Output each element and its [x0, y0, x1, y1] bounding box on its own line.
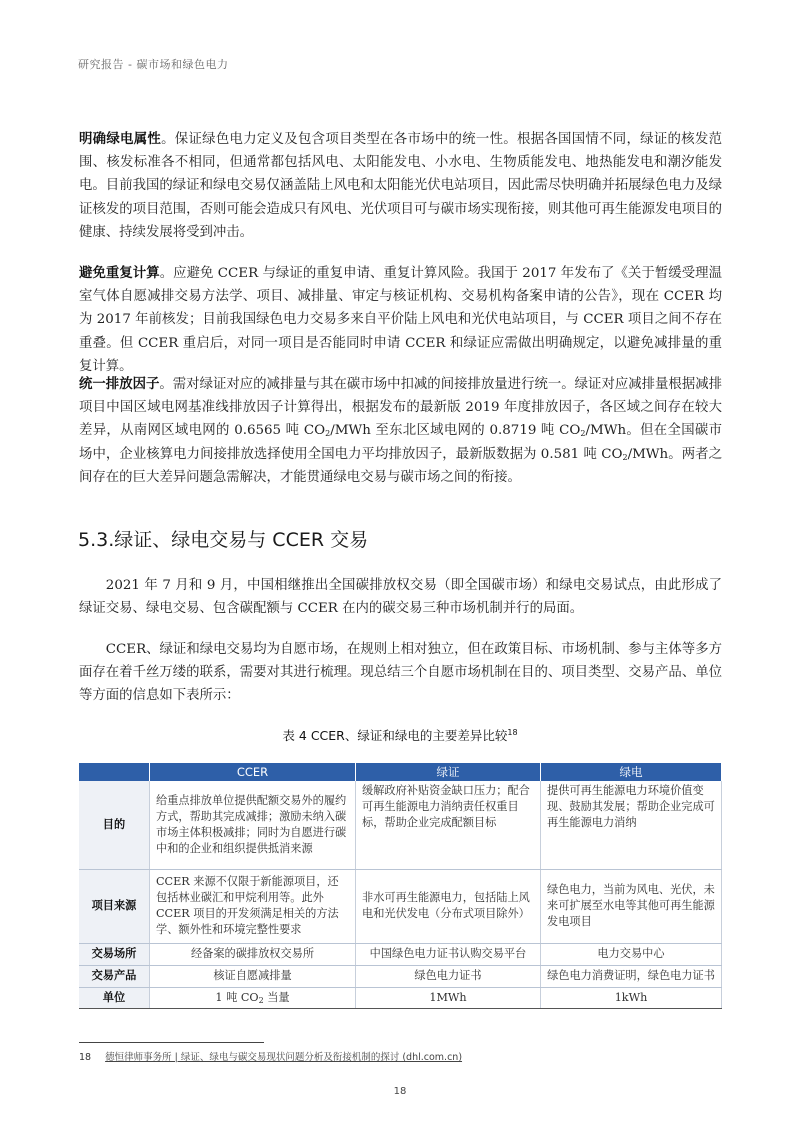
paragraph-attr-title: 明确绿电属性	[79, 132, 162, 147]
page-number: 18	[393, 1086, 407, 1097]
comparison-table	[79, 763, 722, 1009]
unit-text: 1 吨 CO	[215, 990, 259, 1004]
table-header-row	[79, 763, 722, 781]
row-label: 交易产品	[79, 965, 150, 987]
table-cell: 电力交易中心	[541, 943, 722, 965]
table-cell: CCER 来源不仅限于新能源项目，还包括林业碳汇和甲烷利用等。此外 CCER 项目的开发须满足相关的方法学、额外性和环境完整性要求	[150, 869, 356, 943]
table-cell: 1kWh	[541, 987, 722, 1008]
subscript-2: 2	[580, 429, 586, 439]
subscript-2: 2	[622, 452, 628, 462]
row-label: 交易场所	[79, 943, 150, 965]
paragraph-attr-body: 。保证绿色电力定义及包含项目类型在各市场中的统一性。根据各国国情不同，绿证的核发范围、核发标准各不相同，但通常都包括风电、太阳能发电、小水电、生物质能发电、地热能发电和潮汐能发电。目前我国的绿证和绿电交易仅涵盖陆上风电和太阳能光伏电站项目，因此需尽快明确并拓展绿色电力及绿证核发的项目范围，否则可能会造成只有风电、光伏项目可与碳市场实现衔接，则其他可再生能源发电项目的健康、持续发展将受到冲击。	[79, 132, 722, 240]
table-cell: 绿色电力消费证明，绿色电力证书	[541, 965, 722, 987]
table-cell: 绿色电力证书	[356, 965, 541, 987]
section-title: 5.3.绿证、绿电交易与 CCER 交易	[78, 529, 369, 551]
table-cell: 中国绿色电力证书认购交易平台	[356, 943, 541, 965]
table-caption-text: 表 4 CCER、绿证和绿电的主要差异比较	[282, 728, 508, 743]
table-row	[79, 943, 722, 965]
table-header-green-power: 绿电	[541, 763, 722, 781]
paragraph-intro: 2021 年 7 月和 9 月，中国相继推出全国碳排放权交易（即全国碳市场）和绿电交易试点，由此形成了绿证交易、绿电交易、包含碳配额与 CCER 在内的碳交易三种市场机制并行的局面。	[79, 578, 722, 617]
table-cell	[150, 987, 356, 1008]
paragraph-dup-body: 。应避免 CCER 与绿证的重复申请、重复计算风险。我国于 2017 年发布了《关于暂缓受理温室气体自愿减排交易方法学、项目、减排量、审定与核证机构、交易机构备案申请的公告》，现在 CCER 均为 2017 年前核发；目前我国绿色电力交易多来自平价陆上风电和光伏电站项目，与 CCER 项目之间不存在重叠。但 CCER 重启后，对同一项目是否能同时申请 CCER 和绿证应需做出明确规定，以避免减排量的重复计算。	[79, 266, 723, 374]
footnote	[79, 1049, 462, 1063]
footnote-link[interactable]: 德恒律师事务所 | 绿证、绿电与碳交易现状问题分析及衔接机制的探讨 (dhl.com.cn)	[105, 1052, 463, 1063]
paragraph-dup	[79, 262, 722, 378]
paragraph-attr	[79, 128, 722, 244]
row-label: 项目来源	[79, 869, 150, 943]
paragraph-factor-text-3: /MWh。但在全国碳市场中，企业核算电力间接排放选择使用全国电力平均排放因子，最新版数据为 0.581 吨 CO	[79, 423, 722, 462]
table-row	[79, 869, 722, 943]
paragraph-dup-title: 避免重复计算	[79, 266, 160, 281]
table-cell: 给重点排放单位提供配额交易外的履约方式，帮助其完成减排；激励未纳入碳市场主体积极减排；同时为自愿进行碳中和的企业和组织提供抵消来源	[150, 781, 356, 869]
table-cell: 非水可再生能源电力，包括陆上风电和光伏发电（分布式项目除外）	[356, 869, 541, 943]
paragraph-factor-text-1: 。需对绿证对应的减排量与其在碳市场中扣减的间接排放量进行统一。绿证对应减排量根据减排项目中国区域电网基准线排放因子计算得出，根据发布的最新版 2019 年度排放因子，各区域之间存在较大差异，从南网区域电网的 0.6565 吨 CO	[79, 377, 723, 439]
subscript-2: 2	[325, 429, 331, 439]
table-row	[79, 781, 722, 869]
row-label: 目的	[79, 781, 150, 869]
row-label: 单位	[79, 987, 150, 1008]
subscript-2: 2	[258, 995, 264, 1005]
paragraph-factor	[79, 373, 722, 489]
paragraph-factor-text-4: /MWh。两者之间存在的巨大差异问题急需解决，才能贯通绿电交易与碳市场之间的衔接。	[79, 446, 722, 485]
table-cell: 核证自愿减排量	[150, 965, 356, 987]
paragraph-summary: CCER、绿证和绿电交易均为自愿市场，在规则上相对独立，但在政策目标、市场机制、参与主体等多方面存在着千丝万缕的联系，需要对其进行梳理。现总结三个自愿市场机制在目的、项目类型、交易产品、单位等方面的信息如下表所示：	[79, 642, 722, 704]
page-header: 研究报告 - 碳市场和绿色电力	[78, 58, 229, 71]
footnote-divider	[79, 1042, 264, 1043]
paragraph-factor-title: 统一排放因子	[79, 377, 160, 392]
table-cell: 缓解政府补贴资金缺口压力；配合可再生能源电力消纳责任权重目标，帮助企业完成配额目标	[356, 781, 541, 869]
table-row	[79, 965, 722, 987]
table-header-ccer: CCER	[150, 763, 356, 781]
table-cell: 1MWh	[356, 987, 541, 1008]
table-cell: 绿色电力，当前为风电、光伏，未来可扩展至水电等其他可再生能源发电项目	[541, 869, 722, 943]
table-header-corner	[79, 763, 150, 781]
table-caption-ref: 18	[507, 728, 518, 737]
table-cell: 经备案的碳排放权交易所	[150, 943, 356, 965]
table-row	[79, 987, 722, 1008]
paragraph-factor-text-2: /MWh 至东北区域电网的 0.8719 吨 CO	[330, 423, 581, 439]
table-header-green-cert: 绿证	[356, 763, 541, 781]
table-caption	[0, 726, 800, 744]
table-cell: 提供可再生能源电力环境价值变现、鼓励其发展；帮助企业完成可再生能源电力消纳	[541, 781, 722, 869]
footnote-number: 18	[79, 1052, 92, 1063]
unit-suffix: 当量	[263, 990, 290, 1004]
